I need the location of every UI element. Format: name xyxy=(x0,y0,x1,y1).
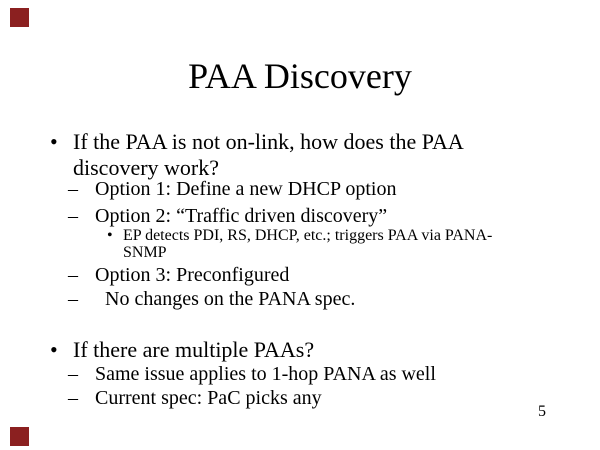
sub-line-text: No changes on the PANA spec. xyxy=(105,288,356,310)
dash-icon: – xyxy=(68,264,78,286)
sub-sub-line-ep-detects xyxy=(107,228,492,244)
sub-line-text: Current spec: PaC picks any xyxy=(95,387,322,409)
bullet-icon: • xyxy=(50,129,58,154)
dash-icon: – xyxy=(68,178,78,200)
dash-icon: – xyxy=(68,205,78,227)
sub-sub-line-text: SNMP xyxy=(123,244,167,261)
sub-line-option1 xyxy=(68,179,396,199)
bullet-line-paa-not-onlink xyxy=(50,131,464,153)
decor-square-top-left-icon xyxy=(10,8,29,27)
dash-icon: – xyxy=(68,363,78,385)
dash-icon: – xyxy=(68,387,78,409)
sub-line-no-changes xyxy=(68,289,355,309)
sub-line-text: Same issue applies to 1-hop PANA as well xyxy=(95,363,436,385)
bullet-icon: • xyxy=(50,337,58,362)
bullet-text: If there are multiple PAAs? xyxy=(73,337,315,362)
bullet-line-multiple-paas xyxy=(50,339,314,361)
sub-line-same-issue xyxy=(68,364,436,384)
sub-sub-line-text: EP detects PDI, RS, DHCP, etc.; triggers PAA via PANA- xyxy=(123,227,493,244)
sub-line-option2 xyxy=(68,206,387,226)
decor-square-bottom-left-icon xyxy=(10,427,29,446)
sub-line-text: Option 3: Preconfigured xyxy=(95,264,290,286)
bullet-text: discovery work? xyxy=(73,155,220,180)
bullet-line-discovery-work xyxy=(73,157,219,179)
sub-line-current-spec xyxy=(68,388,322,408)
sub-line-text: Option 2: “Traffic driven discovery” xyxy=(95,205,388,227)
sub-line-text: Option 1: Define a new DHCP option xyxy=(95,178,397,200)
dash-icon: – xyxy=(68,288,78,310)
bullet-icon: • xyxy=(107,227,113,244)
sub-line-option3 xyxy=(68,265,289,285)
sub-sub-line-snmp xyxy=(123,245,167,261)
page-number: 5 xyxy=(538,403,546,420)
bullet-text: If the PAA is not on-link, how does the PAA xyxy=(73,129,464,154)
slide-title: PAA Discovery xyxy=(188,56,412,96)
